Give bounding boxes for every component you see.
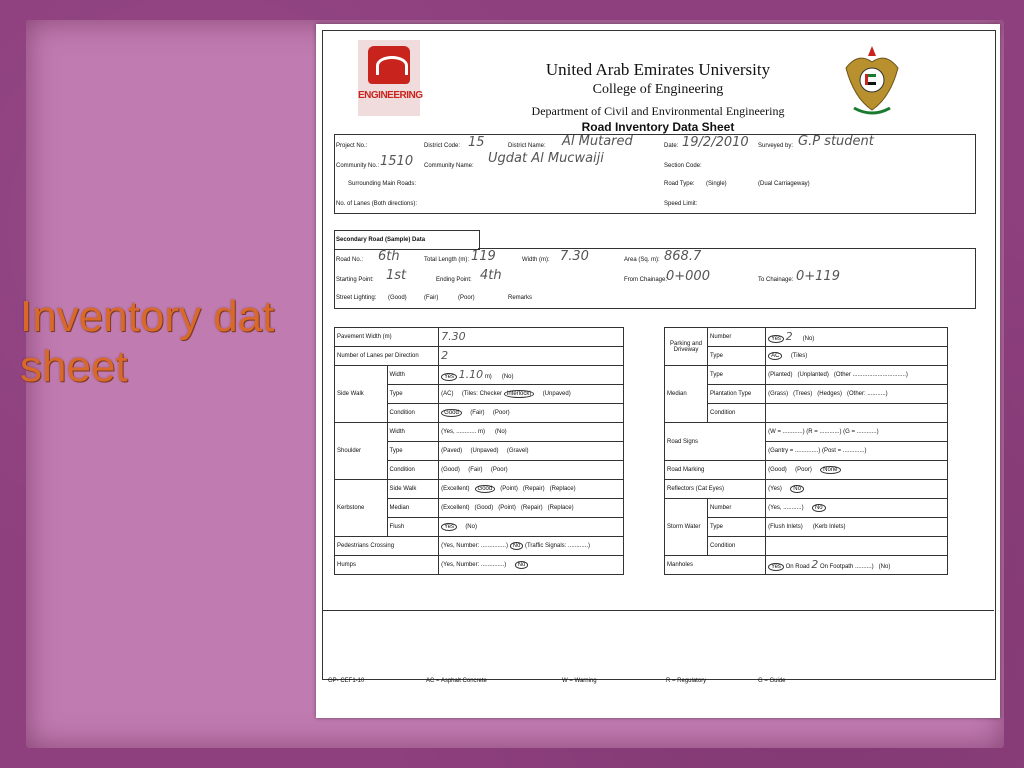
total-length-label: Total Length (m):	[424, 257, 470, 263]
from-chainage-value: 0+000	[666, 269, 710, 284]
sw-type-interlock: Interlock)	[504, 390, 535, 398]
sw-width-label: Width	[387, 366, 439, 385]
ending-point-label: Ending Point:	[436, 277, 472, 283]
starting-point-label: Starting Point:	[336, 277, 374, 283]
table-row	[665, 537, 948, 556]
to-chainage-label: To Chainage:	[758, 277, 794, 283]
from-chainage-label: From Chainage:	[624, 277, 668, 283]
flush-yes: Yes	[441, 523, 457, 531]
sh-cond-good: (Good)	[441, 467, 460, 473]
road-no-label: Road No.:	[336, 257, 364, 263]
street-lighting-label: Street Lighting:	[336, 295, 377, 301]
kerb-sw-replace: (Replace)	[549, 486, 576, 492]
surveyed-by-value: G.P student	[798, 134, 874, 149]
college-name: College of Engineering	[592, 82, 724, 97]
pavement-width-label: Pavement Width (m)	[335, 328, 439, 347]
sh-type-unpaved: (Unpaved)	[470, 448, 499, 454]
district-name-label: District Name:	[508, 143, 546, 149]
kerb-md-replace: (Replace)	[547, 505, 574, 511]
kerb-md-repair: (Repair)	[520, 505, 543, 511]
date-label: Date:	[664, 143, 679, 149]
road-type-label: Road Type:	[664, 181, 695, 187]
ending-point-value: 4th	[480, 268, 502, 283]
table-row	[665, 423, 948, 442]
median-label: Median	[665, 366, 708, 423]
storm-flush: (Flush Inlets)	[768, 524, 803, 530]
area-label: Area (Sq. m):	[624, 257, 660, 263]
sh-type-gravel: (Gravel)	[506, 448, 529, 454]
sh-width-no: (No)	[494, 429, 507, 435]
kerb-sw-excellent: (Excellent)	[441, 486, 470, 492]
marking-good: (Good)	[768, 467, 787, 473]
table-row	[665, 499, 948, 518]
signs-line1: (W = ............) (R = ............) (G = ............)	[766, 423, 948, 442]
manholes-yes: Yes	[768, 563, 784, 571]
table-row	[665, 347, 948, 366]
sh-type-paved: (Paved)	[441, 448, 463, 454]
ped-crossing-label: Pedestrians Crossing	[335, 537, 439, 556]
footer-w: W = Warning	[562, 678, 597, 684]
manholes-road: On Road	[785, 564, 810, 570]
median-unplanted: (Unplanted)	[797, 372, 829, 378]
humps-label: Humps	[335, 556, 439, 575]
table-row	[665, 366, 948, 385]
engineering-logo-text: ENGINEERING	[358, 90, 423, 101]
manholes-number: 2	[811, 558, 819, 571]
sw-width-yes: Yes	[441, 373, 457, 381]
community-no-value: 1510	[380, 154, 414, 169]
table-row	[665, 518, 948, 537]
parking-number: 2	[785, 330, 793, 343]
notes-divider	[322, 610, 994, 611]
table-row	[335, 423, 624, 442]
median-planted: (Planted)	[768, 372, 793, 378]
section-code-label: Section Code:	[664, 163, 702, 169]
plant-grass: (Grass)	[768, 391, 789, 397]
district-name-value: Al Mutared	[562, 134, 633, 149]
reflectors-label: Reflectors (Cat Eyes)	[665, 480, 766, 499]
pavement-width-value: 7.30	[441, 330, 466, 343]
sw-type-unpaved: (Unpaved)	[542, 391, 571, 397]
table-row	[665, 461, 948, 480]
table-row	[335, 328, 624, 347]
kerb-sw-point: (Point)	[500, 486, 518, 492]
slide-title	[20, 292, 320, 392]
ped-crossing-traffic: (Traffic Signals: ............)	[524, 543, 590, 549]
flush-no: (No)	[465, 524, 477, 530]
median-condition-label: Condition	[708, 404, 766, 423]
manholes-no: (No)	[878, 564, 891, 570]
sw-type-ac: (AC)	[441, 391, 454, 397]
reflectors-no: No	[790, 485, 804, 493]
community-no-label: Community No.:	[336, 163, 380, 169]
signs-line2: (Gantry = ..............) (Post = .............)	[766, 442, 948, 461]
table-row	[665, 404, 948, 423]
table-row	[665, 328, 948, 347]
kerb-flush-label: Flush	[387, 518, 439, 537]
sw-cond-good: Good	[441, 409, 462, 417]
storm-number-yes: (Yes, ...........)	[768, 505, 804, 511]
left-inventory-table	[334, 327, 624, 575]
storm-number-no: No	[812, 504, 826, 512]
sidewalk-label: Side Walk	[335, 366, 388, 423]
sw-cond-fair: (Fair)	[470, 410, 485, 416]
sw-width-value: 1.10	[458, 368, 484, 381]
parking-no: (No)	[802, 336, 815, 342]
lighting-poor: (Poor)	[458, 295, 475, 301]
road-type-single: (Single)	[706, 181, 727, 187]
shoulder-label: Shoulder	[335, 423, 388, 480]
sw-type-tiles: (Tiles: Checker	[461, 391, 502, 397]
slide-title-line1: Inventory dat	[20, 292, 275, 341]
project-no-label: Project No.:	[336, 143, 368, 149]
parking-number-label: Number	[708, 328, 766, 347]
table-row	[665, 556, 948, 575]
surveyed-by-label: Surveyed by:	[758, 143, 794, 149]
sh-width-label: Width	[387, 423, 439, 442]
university-name: United Arab Emirates University	[545, 60, 771, 79]
storm-condition-label: Condition	[708, 537, 766, 556]
kerb-md-point: (Point)	[498, 505, 516, 511]
footer-r: R = Regulatory	[666, 678, 707, 684]
width-value: 7.30	[560, 249, 589, 264]
sw-cond-poor: (Poor)	[492, 410, 510, 416]
lanes-label: No. of Lanes (Both directions):	[336, 201, 418, 207]
median-other: (Other ................................)	[833, 372, 908, 378]
parking-type-label: Type	[708, 347, 766, 366]
speed-limit-label: Speed Limit:	[664, 201, 698, 207]
plant-trees: (Trees)	[793, 391, 813, 397]
storm-type-label: Type	[708, 518, 766, 537]
district-code-value: 15	[468, 135, 485, 150]
kerbstone-label: Kerbstone	[335, 480, 388, 537]
sw-width-m: m)	[484, 374, 492, 380]
table-row	[335, 537, 624, 556]
remarks-label: Remarks	[508, 295, 533, 301]
humps-no: No	[515, 561, 529, 569]
footer-code: GP- CEF1-10	[328, 678, 365, 684]
humps-yes: (Yes, Number: ..............)	[441, 562, 507, 568]
district-code-label: District Code:	[424, 143, 461, 149]
parking-label: Parking and Driveway	[665, 328, 708, 366]
secondary-section-label: Secondary Road (Sample) Data	[336, 237, 426, 243]
parking-type-ac: AC	[768, 352, 782, 360]
department-name: Department of Civil and Environmental Engineering	[531, 104, 785, 118]
manholes-label: Manholes	[665, 556, 766, 575]
table-row	[665, 480, 948, 499]
sw-width-no: (No)	[501, 374, 514, 380]
ped-crossing-yes: (Yes, Number: ...............)	[441, 543, 508, 549]
table-row	[335, 480, 624, 499]
sh-width-value: (Yes, ............ m)	[441, 429, 485, 435]
sh-cond-poor: (Poor)	[490, 467, 508, 473]
road-marking-label: Road Marking	[665, 461, 766, 480]
plantation-label: Plantation Type	[708, 385, 766, 404]
sw-type-label: Type	[387, 385, 439, 404]
storm-water-label: Storm Water	[665, 499, 708, 556]
lighting-fair: (Fair)	[424, 295, 439, 301]
road-signs-label: Road Signs	[665, 423, 766, 461]
kerb-sw-good: Good	[475, 485, 496, 493]
footer-ac: AC = Asphalt Concrete	[426, 678, 487, 684]
surrounding-roads-label: Surrounding Main Roads:	[348, 181, 417, 187]
storm-number-label: Number	[708, 499, 766, 518]
table-row	[335, 366, 624, 385]
date-value: 19/2/2010	[682, 135, 749, 150]
sh-condition-label: Condition	[387, 461, 439, 480]
community-name-label: Community Name:	[424, 163, 474, 169]
ped-crossing-no: No	[510, 542, 524, 550]
plant-other: (Other: ...........)	[846, 391, 888, 397]
table-row	[335, 556, 624, 575]
width-label: Width (m):	[522, 257, 550, 263]
road-no-value: 6th	[378, 249, 400, 264]
area-value: 868.7	[664, 249, 702, 264]
road-type-dual: (Dual Carriageway)	[758, 181, 810, 187]
kerb-md-good: (Good)	[474, 505, 494, 511]
parking-type-tiles: (Tiles)	[790, 353, 808, 359]
right-inventory-table	[664, 327, 948, 575]
footer-g: G = Guide	[758, 678, 786, 684]
plant-hedges: (Hedges)	[817, 391, 842, 397]
table-row	[665, 385, 948, 404]
lanes-per-direction-value: 2	[441, 349, 449, 362]
to-chainage-value: 0+119	[796, 269, 840, 284]
parking-yes: Yes	[768, 335, 784, 343]
community-name-value: Ugdat Al Mucwaiji	[488, 151, 604, 166]
marking-none: None	[820, 466, 840, 474]
manholes-footpath: On Footpath ..........)	[819, 564, 874, 570]
table-row	[335, 347, 624, 366]
lighting-good: (Good)	[388, 295, 407, 301]
kerb-sw-repair: (Repair)	[522, 486, 545, 492]
sw-condition-label: Condition	[387, 404, 439, 423]
kerb-median-label: Median	[387, 499, 439, 518]
starting-point-value: 1st	[386, 268, 407, 283]
lanes-per-direction-label: Number of Lanes per Direction	[335, 347, 439, 366]
sh-type-label: Type	[387, 442, 439, 461]
sh-cond-fair: (Fair)	[468, 467, 483, 473]
total-length-value: 119	[471, 249, 496, 264]
sheet-title: Road Inventory Data Sheet	[581, 120, 735, 134]
kerb-sidewalk-label: Side Walk	[387, 480, 439, 499]
kerb-md-excellent: (Excellent)	[441, 505, 470, 511]
storm-kerb: (Kerb Inlets)	[812, 524, 846, 530]
median-type-label: Type	[708, 366, 766, 385]
inventory-data-sheet-image	[316, 24, 1000, 718]
marking-poor: (Poor)	[795, 467, 812, 473]
slide-title-line2: sheet	[20, 342, 128, 391]
reflectors-yes: (Yes)	[768, 486, 782, 492]
